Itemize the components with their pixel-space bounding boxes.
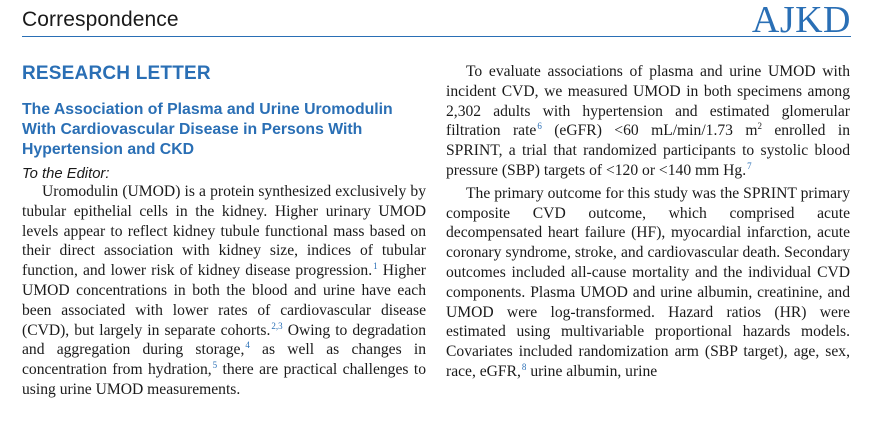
citation-link[interactable]: 7 xyxy=(747,160,752,171)
citation-link[interactable]: 5 xyxy=(212,360,218,371)
right-column xyxy=(446,62,850,382)
journal-logo: AJKD xyxy=(751,0,851,41)
body-paragraph-3: The primary outcome for this study was the SPRINT primary composite CVD outcome, which comprised acute decompensated heart failure (HF), myocardial infarction, acute coronary syndrome, stroke, and cardiovascular death. Secondary outcomes included all-cause mortality and the individual CVD components. Plasma UMOD and urine albumin, creatinine, and UMOD were log-transformed. Hazard ratios (HR) were estimated using multivariable proportional hazards models. Covariates included randomization arm (SBP target), age, sex, race, eGFR,$^8$ urine albumin, urine xyxy=(446,184,850,380)
citation-link[interactable]: 2,3 xyxy=(271,320,283,331)
body-paragraph-2: To evaluate associations of plasma and urine UMOD with incident CVD, we measured UMOD in both specimens among 2,302 adults with hypertension and estimated glomerular filtration rate$^6$ (eGFR) <60 mL/min/1.73 $m^2$ enrolled in SPRINT, a trial that randomized participants to systolic blood pressure (SBP) targets of <120 or <140 mm Hg.$^7$ xyxy=(446,63,850,179)
header-divider xyxy=(22,36,851,37)
unit-superscript: 2 xyxy=(757,121,762,132)
article-title: The Association of Plasma and Urine Uromodulin With Cardiovascular Disease in Persons With Hypertension and CKD xyxy=(22,101,393,158)
citation-link[interactable]: 4 xyxy=(245,340,250,351)
citation-link[interactable]: 8 xyxy=(521,361,527,372)
salutation: To the Editor: xyxy=(22,166,110,182)
citation-link[interactable]: 1 xyxy=(373,261,378,272)
article-type-label: RESEARCH LETTER xyxy=(22,63,211,84)
body-paragraph-1: Uromodulin (UMOD) is a protein synthesized exclusively by tubular epithelial cells in the kidney. Higher urinary UMOD levels appear to reflect kidney tubule functional mass based on their direct association with kidney size, indices of tubular function, and lower risk of kidney disease progression.$^1$ Higher UMOD concentrations in both the blood and urine have each been associated with lower rates of cardiovascular disease (CVD), but largely in separate cohorts.$^{2,3}$ Owing to degradation and aggregation during storage,$^4$ as well as changes in concentration from hydration,$^5$ there are practical challenges to using urine UMOD measurements. xyxy=(22,183,426,398)
citation-link[interactable]: 6 xyxy=(537,121,542,132)
section-header: Correspondence xyxy=(22,8,179,31)
left-column xyxy=(22,62,426,400)
